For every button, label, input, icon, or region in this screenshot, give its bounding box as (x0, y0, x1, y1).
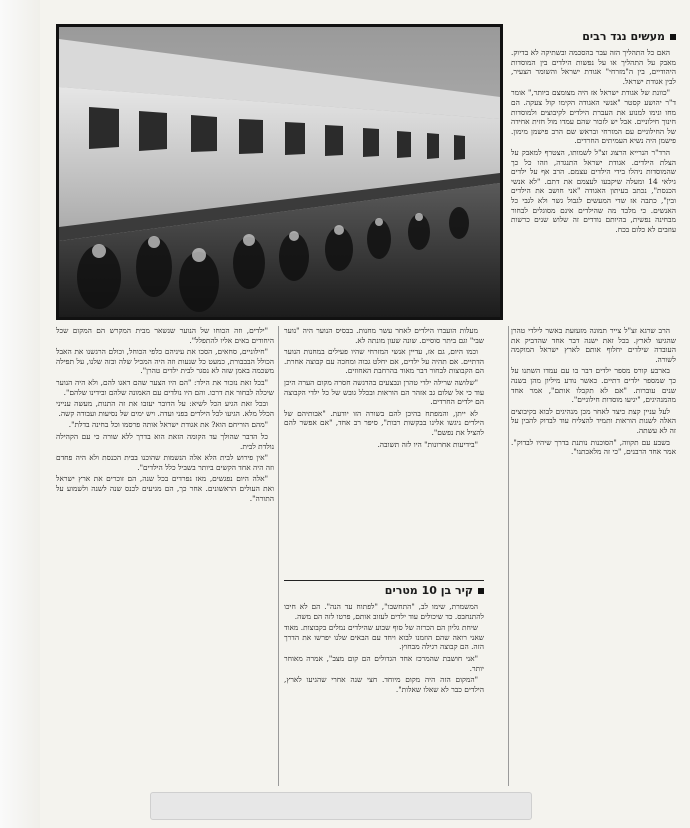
paragraph: שיחת גליון הם הכרזה של סוף שבוע שהילדים נמלים בקבוצות. מאוד שאני רואה שהם הוזמנו לבוא ויחד עם הבאים שלנו יפרשו את הדרך הזה. הם קבוצה רגילה מבחוץ. (284, 623, 484, 652)
article-bottom-column (284, 602, 484, 788)
paragraph: המשמרת, שימו לב, "התחשבו", "לפתוח עד הנה". הם לא חיכו להתנחבס. כד שיכולים עוד ילדים לעזוב אותם, פרטו לזה הם משה. (284, 602, 484, 621)
paragraph: "אני חושבת שהמרכז אחד הגדולים הם קום מצב", אמרה מאוחר יותר. (284, 653, 484, 673)
paragraph: כל הדבר שהולך עד הקומה הזאת הוא בדרך ללא שורה כי עם הקהילה נולדת לבית. (56, 431, 274, 451)
paragraph: "אין פירוש לבית הלא אלה הנשמות שהוכנו בבית הכנסת ולא היה פחדם וזה היה אחד הקשים ביותר בשביל כלל הילדים". (56, 453, 274, 472)
article-top-column (511, 48, 676, 318)
article-right-lower-column (511, 326, 676, 786)
train-photo-image (59, 27, 500, 317)
paragraph: "בכל זאת נזכור את הילד: "הם היו הצער שהם דאגו להם, ולא היה הנוער שיכלה לבחור את דרכו. והם היו נולדים עם האמונה שלהם ובידינו שלהם". (56, 377, 274, 397)
paragraph: "מהם הוריחם הוא? את אגודת ישראל אותה פרסמו וכל בחינה בדלת". (68, 420, 268, 430)
article-left-column (56, 326, 274, 788)
paragraph: ובכל זאת הגיע הכל לשיא: על הדובר יעזבו את זה התנות, מעשה ענייני הכלל מלא. הגיעו לכל הילדים בפני ועדה. ויש ימים של נסיעות ועבודה קשה. (56, 399, 274, 418)
paragraph: "שלושה שרילה ילדי טהרן ונבצעים בהדגשה חסרה מקום הערה היכן עוד כי אל שלום גב אזהר הם הוראות ובכלל גובש של כל ילדי הקבוצה הם ילדים החרדים. (284, 377, 484, 407)
paragraph: "ילדים, וזה הכוחו של הנוער שנשאר מבית המקרש הם המקום שכל היחודים באים אליו להתפלל". (56, 326, 274, 345)
heading-bullet-icon (670, 34, 676, 40)
paragraph: בשבע עם תקווה, "הסוכנות נותנת בדרך שיהיו לבדוק". אמר אחד הרבנים, "כי זה מלאכתנו". (511, 437, 676, 457)
heading-bullet-icon (478, 588, 484, 594)
train-photo (56, 24, 503, 320)
section-heading-bottom-text: קיר בן 10 מטרים (384, 584, 473, 597)
paragraph: הרד"ר הנרייא הרצוג זצ"ל לשמותו, הצטרף למאבק על הצלת הילדים. אגודת ישראל התנגדה, וזהו כל כך שהמוסדות ניהלו בידי הילדים עצמם. הרב אף על ילדים גילאי 14 ומעלה שיקבעו לעצמם את דתם. "לא אנשי הכנסת", נכתב בעיתון האגודה "אני חושב את הילדים ובין", כתבה אז שדי המעשים לגבול גשר ולא לגבי כל האנשים. כי מלבד מה שהילדים אינם מסוגלים לבחור מבחינה נפשית, בהיותם נודדים זה שלוש שנים כרשות עוזבים לא כלום בכח. (511, 147, 676, 234)
paragraph: בארבע קורס מספר ילדים דבר בו עם עמדו השתנו על כך שמספר ילדים דתיים. כאשר נודע מיליון מהן בשנה שנים עוברות. "אם לא תקבלו אותם", אמר אחד מהמנהיגים, "יגיעו מוסדות חילוניים". (511, 366, 676, 405)
paragraph: "כוונת של אגודת ישראל אז היה מצומצם ביותר," אומר ד"ר יהושע קסטר "אנשי האגודה הקימו קול צעקה. הם מחו ונימו למנוע את העברת הילדים לקיבוצים ולמוסדות חינוך חילוניים. אבל יש לזכור שהם עמדו מול חזית אחידה של החילוניים עם המזרחי ובראש שם הרב פישמן מימון. פישמן היה נשיא העמיתים החרדים. (511, 88, 676, 146)
section-heading-top-text: מעשים נגד רבים (582, 30, 665, 43)
paragraph: האם כל התהליך הזה עבר בהסכמה ובשתיקה לא בדיוק. מאבק על התהליך או על נפשות הילדים בין המוסדות היהודיים, בין ה"מזרחי" אגודת ישראל והשומר הצעיר, לבין אגודת ישראל. (511, 48, 676, 86)
paragraph: "בידיעות אחרונות" היו לזה תשובה. (377, 439, 478, 449)
article-mid-column (284, 326, 484, 576)
section-divider (284, 580, 484, 581)
paragraph: וכמו היום, גם אז, עדיין אנשי המזרחי שהיו פעילים במחנות הנוער הדתיים. אם תהיה על ילדים, אם יחלט גבוה ומחכה עם קבוצה אחרת. הם הקבוצות לבחור דבר מאוד בהרחבת האחוזים. (284, 347, 484, 376)
paragraph: "אלה היום נפגשים, מאז נפרדים בכל שנה, הם זוכרים את ארץ ישראל ואת העולים הראשונים. אחר כך, הם מגיעים לכנס שנה לשנה ולשמוע על התורה". (56, 474, 274, 503)
paragraph: "המקום הזה היה מקום מיוחד. חצי שנה אחרי שהגיעו לארץ, הילדים כבר לא שאלו שאלות". (284, 675, 484, 694)
viewer-toolbar[interactable] (150, 792, 532, 820)
paragraph: הרב שרגא זצ"ל צייר תמונה מזעזעת באשר לילדי טהרן שהגיעו לארץ. בכל זאת ישנה דבר אחד שהדביק את העובדה שילדים יחלוף אותם לארץ ישראל המוקמה לשורה. (511, 326, 676, 364)
section-heading-top (526, 30, 676, 43)
paragraph: לא ייתן, והמפתח בהיכן להם בשורה הזו יודעת. "אבותיהם של הילדים ניגשו אלינו בבקשות רבות", סיפר רב אחד, "אם אפשר להם להציל את נפשם". (284, 408, 484, 437)
paragraph: לעל עניין קצת כיצד לאחר מכן מנהיגים לבוא בקיבוצים האלה לשנות הוראות ותמיד להצליח עוד לבדוק להבין על זה לא עשתה. (511, 406, 676, 435)
column-separator (508, 326, 509, 786)
page-margin (0, 0, 40, 828)
paragraph: מעלות הועברו הילדים לאחר עשר מחנות. בבסיס הנוער היה "נוער שבי" וגם ביתר סוסיים. שונה שעון מונתה לא. (284, 326, 484, 345)
section-heading-bottom (284, 584, 484, 597)
paragraph: "חילוניים, סחאים, הסכו את עיניהם כלפי הכוחל, וכולם הרגשנו את האבל הכולל הבבבורת, כמעט כל שנעות וזה היה המכיל שלה ובזה שלנו, על תפילה משכמה באמן שזה לא נסגר לבית ילדים טהרן". (56, 347, 274, 376)
column-separator (278, 326, 279, 786)
